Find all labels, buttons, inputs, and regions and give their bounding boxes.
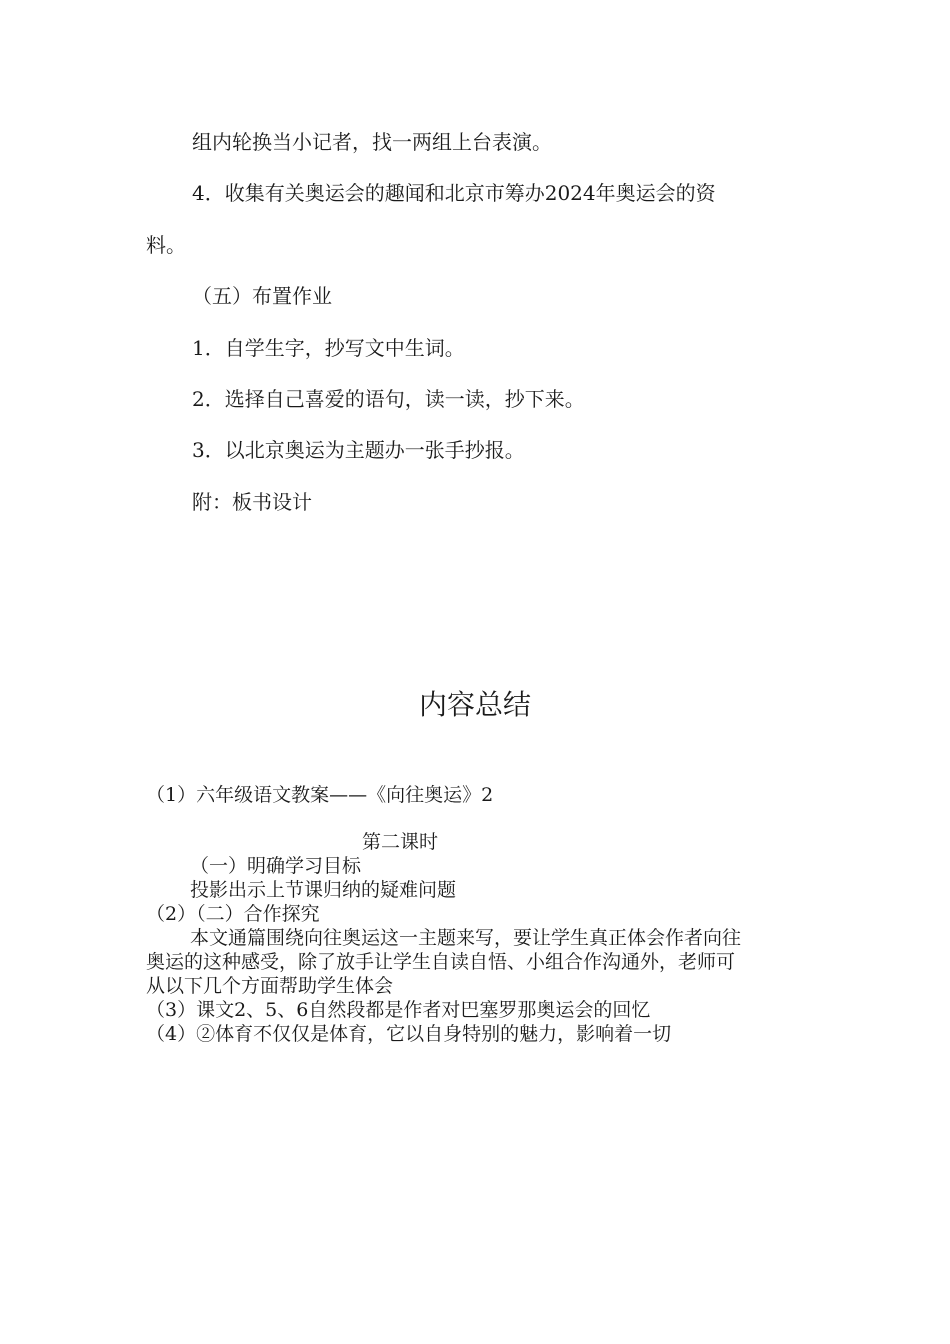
summary-line-body-3: 从以下几个方面帮助学生体会 [146,975,394,997]
summary-item-1: （1）六年级语文教案——《向往奥运》2 [146,784,494,806]
summary-line-body-2: 奥运的这种感受，除了放手让学生自读自悟、小组合作沟通外，老师可 [146,951,736,973]
summary-line-goal: （一）明确学习目标 [190,855,362,877]
summary-title: 内容总结 [418,688,531,721]
homework-item-2: 2．选择自己喜爱的语句，读一读，抄下来。 [192,387,585,411]
summary-line-projection: 投影出示上节课归纳的疑难问题 [190,879,457,901]
paragraph-reporter-role: 组内轮换当小记者，找一两组上台表演。 [192,130,552,154]
section-heading-homework: （五）布置作业 [192,284,332,308]
summary-item-4: （4）②体育不仅仅是体育，它以自身特别的魅力，影响着一切 [146,1023,672,1045]
summary-line-body-1: 本文通篇围绕向往奥运这一主题来写，要让学生真正体会作者向往 [190,927,742,949]
homework-item-3: 3．以北京奥运为主题办一张手抄报。 [192,438,525,462]
paragraph-collect-materials-cont: 料。 [146,233,186,257]
paragraph-collect-materials: 4．收集有关奥运会的趣闻和北京市筹办2024年奥运会的资 [192,181,716,205]
homework-item-1: 1．自学生字，抄写文中生词。 [192,336,465,360]
summary-subtitle: 第二课时 [362,831,439,853]
summary-item-2: （2）（二）合作探究 [146,903,320,925]
summary-item-3: （3）课文2、5、6自然段都是作者对巴塞罗那奥运会的回忆 [146,999,651,1021]
board-design-label: 附：板书设计 [192,490,312,514]
